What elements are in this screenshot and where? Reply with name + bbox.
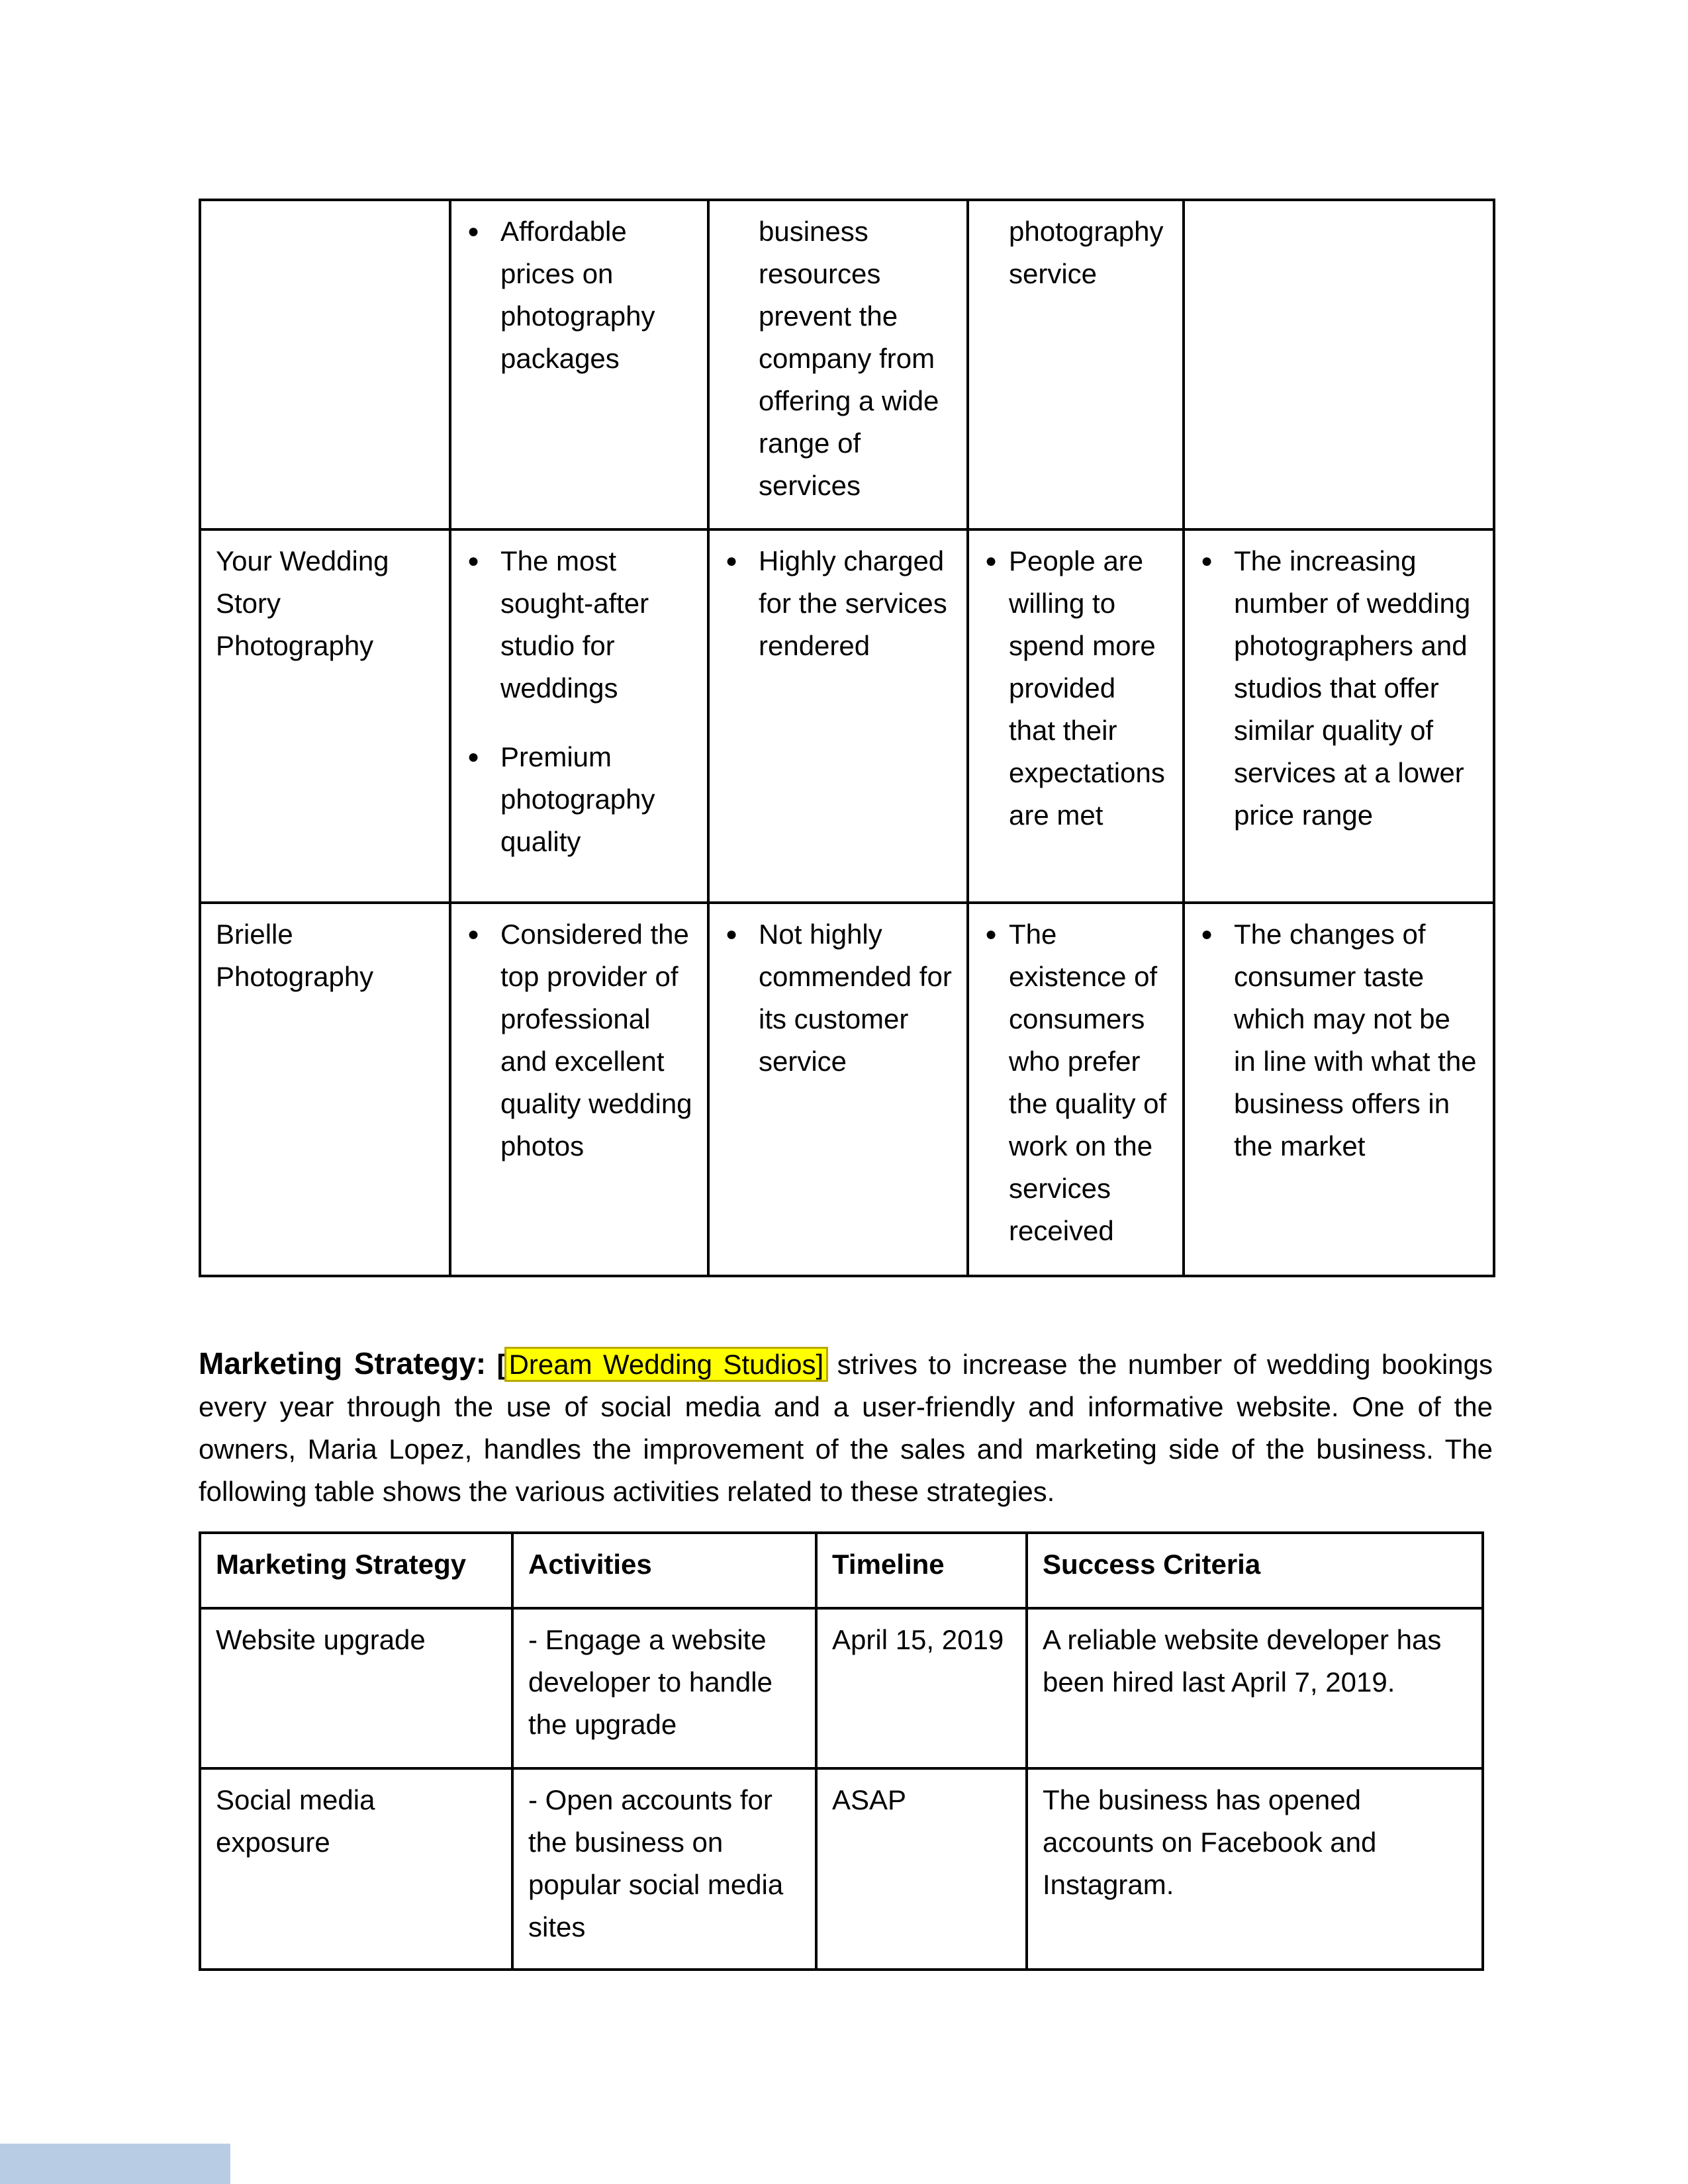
footer-accent-bar <box>0 2144 230 2184</box>
list-item: ● Considered the top provider of professional and excellent quality wedding photos <box>466 913 692 1167</box>
list-item: ● The existence of consumers who prefer the quality of work on the services received <box>984 913 1168 1252</box>
list-item: ● Not highly commended for its customer service <box>724 913 952 1083</box>
strategy-body: strives to increase the number of wedding bookings every year through the use of social media and a user-friendly and informative website. One of the owners, Maria Lopez, handles the improvement of the sales and marketing side of the business. The following table shows the various activities related to these strategies. <box>199 1349 1493 1507</box>
competitor-name-cell: Brielle Photography <box>200 903 450 1276</box>
list-item: ● People are willing to spend more provided that their expectations are met <box>984 540 1168 837</box>
table-row <box>200 903 1494 1276</box>
strategy-cell: Social media exposure <box>200 1768 512 1970</box>
opportunities-cell <box>968 903 1184 1276</box>
competitor-name-cell <box>200 200 450 529</box>
list-item: ● The increasing number of wedding photographers and studios that offer similar quality of services at a lower price range <box>1199 540 1478 837</box>
strategy-label: Marketing Strategy: <box>199 1346 487 1381</box>
table-row <box>200 529 1494 903</box>
activities-cell: - Open accounts for the business on popular social media sites <box>512 1768 816 1970</box>
weaknesses-cell <box>708 903 968 1276</box>
table-header-row <box>200 1533 1483 1608</box>
company-bracket: [ <box>496 1349 506 1380</box>
column-header: Activities <box>512 1533 816 1608</box>
threats-cell <box>1184 903 1494 1276</box>
table-row <box>200 200 1494 529</box>
list-item: ● Affordable prices on photography packages <box>466 210 692 380</box>
table-row <box>200 1608 1483 1768</box>
list-item: ● Premium photography quality <box>466 736 692 863</box>
opportunities-cell <box>968 200 1184 529</box>
opportunity-text: photography service <box>1009 216 1164 289</box>
competitor-name-cell: Your Wedding Story Photography <box>200 529 450 903</box>
success-criteria-cell: The business has opened accounts on Facebook and Instagram. <box>1027 1768 1483 1970</box>
weaknesses-cell <box>708 200 968 529</box>
column-header: Timeline <box>816 1533 1027 1608</box>
opportunities-cell <box>968 529 1184 903</box>
strengths-cell <box>450 200 708 529</box>
strengths-cell <box>450 529 708 903</box>
marketing-strategy-paragraph <box>199 1342 1493 1513</box>
list-item: ● The changes of consumer taste which may not be in line with what the business offers in the market <box>1199 913 1478 1167</box>
strategy-cell: Website upgrade <box>200 1608 512 1768</box>
weaknesses-cell <box>708 529 968 903</box>
table-row <box>200 1768 1483 1970</box>
success-criteria-cell: A reliable website developer has been hired last April 7, 2019. <box>1027 1608 1483 1768</box>
column-header: Marketing Strategy <box>200 1533 512 1608</box>
timeline-cell: ASAP <box>816 1768 1027 1970</box>
list-item: ● The most sought-after studio for weddings <box>466 540 692 709</box>
weakness-text: business resources prevent the company from offering a wide range of services <box>759 216 939 501</box>
threats-cell <box>1184 200 1494 529</box>
marketing-activities-table <box>199 1531 1484 1971</box>
activities-cell: - Engage a website developer to handle the upgrade <box>512 1608 816 1768</box>
list-item: ● Highly charged for the services rendered <box>724 540 952 667</box>
timeline-cell: April 15, 2019 <box>816 1608 1027 1768</box>
company-name-highlight: Dream Wedding Studios] <box>506 1349 827 1380</box>
competitor-analysis-table <box>199 199 1495 1277</box>
column-header: Success Criteria <box>1027 1533 1483 1608</box>
threats-cell <box>1184 529 1494 903</box>
strengths-cell <box>450 903 708 1276</box>
